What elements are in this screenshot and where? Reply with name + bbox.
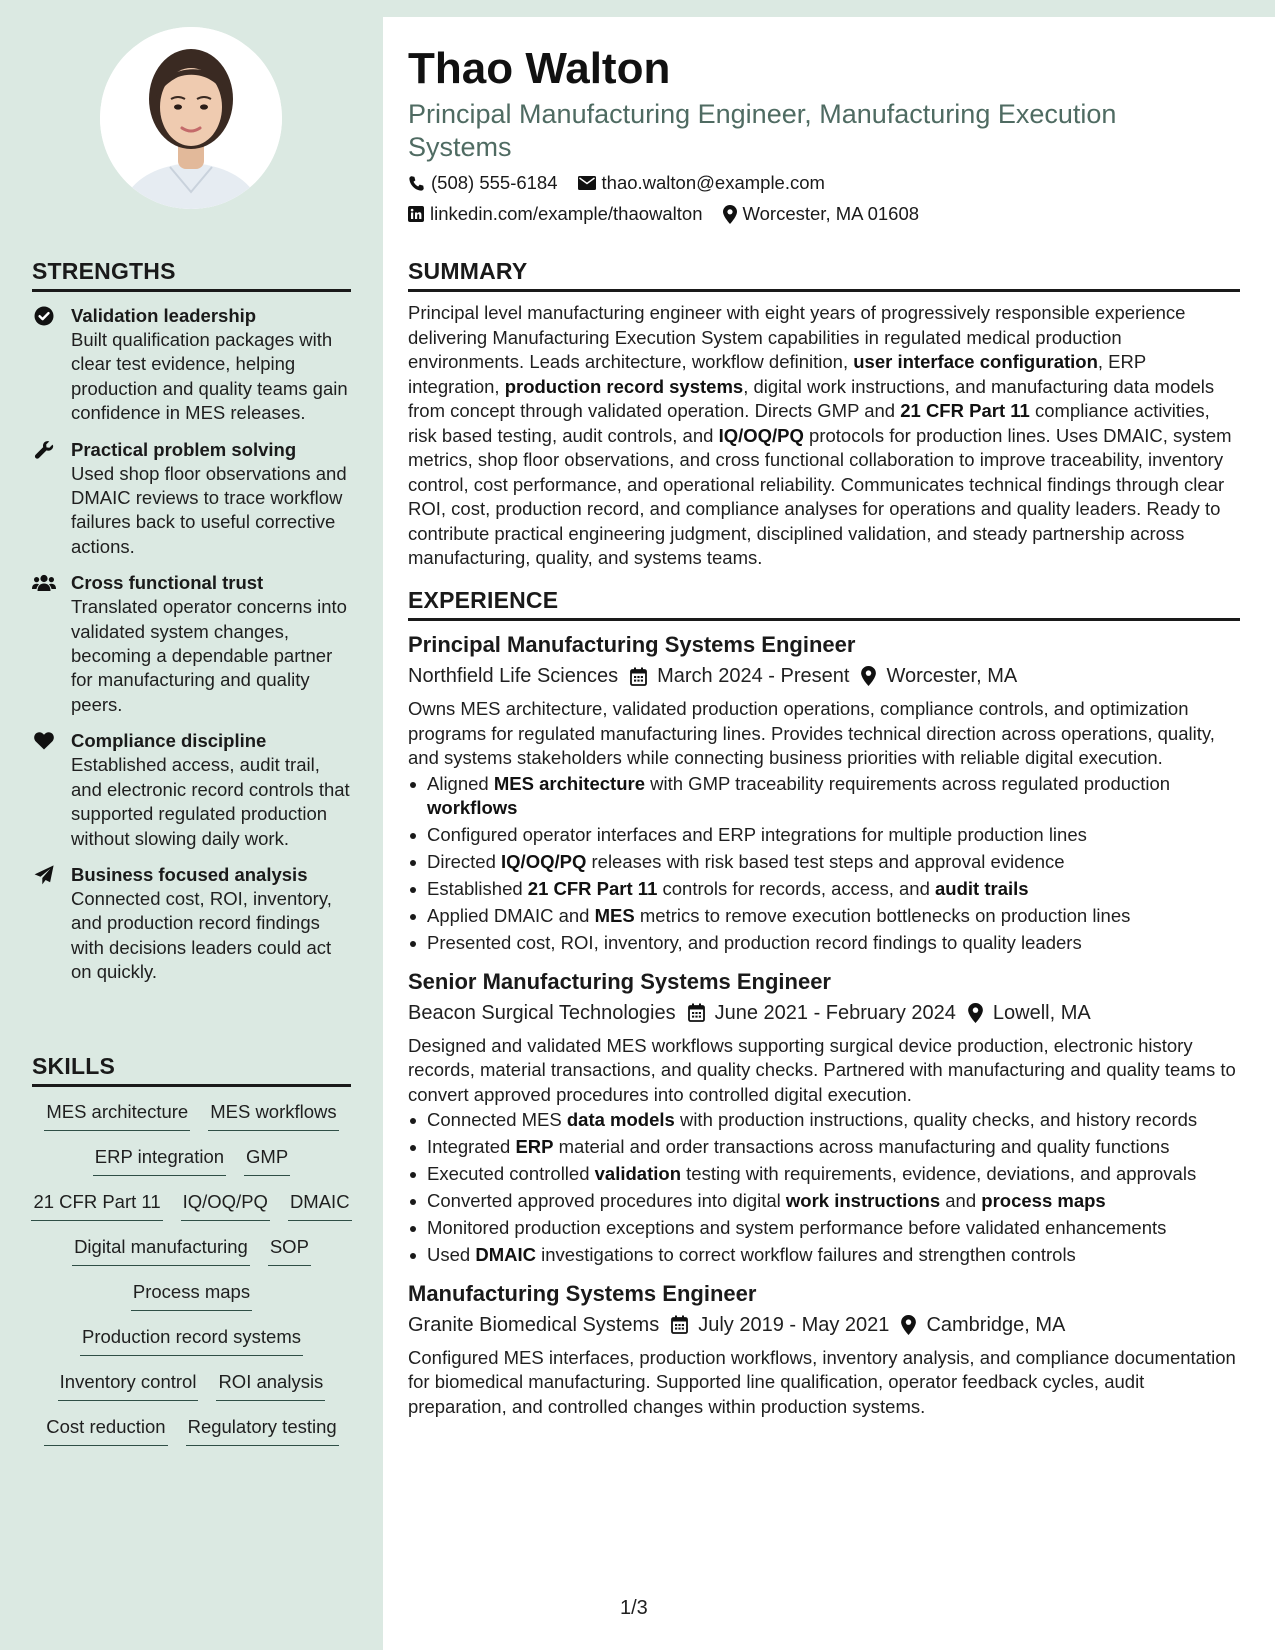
skill-tag: MES workflows (208, 1101, 338, 1131)
phone-icon (408, 175, 425, 192)
job-location-text: Lowell, MA (992, 1001, 1091, 1024)
job-dates-text: July 2019 - May 2021 (698, 1313, 890, 1336)
skill-tag: Production record systems (80, 1326, 303, 1356)
job-bullets (408, 772, 1240, 956)
paper-plane-icon (32, 865, 56, 885)
job-entry (408, 968, 1240, 1268)
skill-tag: ERP integration (93, 1146, 226, 1176)
job-entry (408, 1280, 1240, 1420)
users-icon (32, 573, 56, 593)
strength-title: Cross functional trust (71, 572, 264, 594)
map-pin-icon (901, 1315, 916, 1335)
strength-item (32, 729, 351, 851)
job-bullet: Integrated ERP material and order transactions across manufacturing and quality functions (408, 1135, 1240, 1160)
strength-desc: Connected cost, ROI, inventory, and production record findings with decisions leaders could act on quickly. (71, 887, 332, 983)
map-pin-icon (861, 666, 876, 686)
strengths-rule (32, 289, 351, 292)
job-bullet: Applied DMAIC and MES metrics to remove execution bottlenecks on production lines (408, 904, 1240, 929)
experience-heading: EXPERIENCE (408, 587, 559, 613)
experience-rule (408, 618, 1240, 621)
skill-row (32, 1326, 351, 1371)
skill-row (32, 1371, 351, 1416)
job-dates-text: March 2024 - Present (657, 665, 850, 687)
job-company: Beacon Surgical Technologies (408, 1001, 676, 1024)
contact-phone[interactable] (408, 172, 558, 194)
check-circle-icon (32, 306, 56, 326)
strength-desc: Translated operator concerns into validated system changes, becoming a dependable partner for manufacturing and quality peers. (71, 596, 347, 715)
job-bullet: Used DMAIC investigations to correct workflow failures and strengthen controls (408, 1243, 1240, 1268)
job-bullet: Aligned MES architecture with GMP traceability requirements across regulated production workflows (408, 772, 1240, 821)
strength-item (32, 438, 351, 560)
calendar-icon (671, 1315, 688, 1334)
strength-item (32, 571, 351, 717)
strengths-heading: STRENGTHS (32, 258, 176, 284)
summary-section (408, 258, 1240, 571)
skill-tag: Cost reduction (44, 1416, 167, 1446)
skill-tag: ROI analysis (216, 1371, 325, 1401)
linkedin-icon (408, 206, 424, 222)
skill-tag: Digital manufacturing (72, 1236, 250, 1266)
job-meta (408, 999, 1240, 1027)
job-title: Senior Manufacturing Systems Engineer (408, 968, 831, 994)
contact-email[interactable] (578, 172, 825, 194)
job-description: Configured MES interfaces, production workflows, inventory analysis, and compliance documentation for biomedical manufacturing. Supported line qualification, operator feedback cycles, audit preparation, and controlled changes within production systems. (408, 1346, 1236, 1417)
strength-title: Business focused analysis (71, 863, 308, 885)
skill-row (32, 1101, 351, 1146)
job-location-text: Cambridge, MA (926, 1313, 1066, 1336)
skill-tag: 21 CFR Part 11 (31, 1191, 162, 1221)
email-text: thao.walton@example.com (601, 172, 825, 193)
skill-tag: MES architecture (44, 1101, 190, 1131)
summary-heading: SUMMARY (408, 258, 528, 284)
job-company: Granite Biomedical Systems (408, 1313, 660, 1336)
contact-row-1 (408, 171, 1248, 195)
skills-section (32, 1053, 351, 1461)
heart-icon (32, 731, 56, 751)
job-title: Principal Manufacturing Systems Engineer (408, 632, 856, 657)
job-bullet: Connected MES data models with production instructions, quality checks, and history records (408, 1108, 1240, 1133)
skill-row (32, 1146, 351, 1191)
summary-text: Principal level manufacturing engineer with eight years of progressively responsible experience delivering Manufacturing Execution System capabilities in regulated medical production environments. Leads architecture, workflow definition, user interface configuration, ERP integration, production record systems, digital work instructions, and manufacturing data models from concept through validated operation. Directs GMP and 21 CFR Part 11 compliance activities, risk based testing, audit controls, and IQ/OQ/PQ protocols for production lines. Uses DMAIC, system metrics, shop floor observations, and cross functional collaboration to improve traceability, inventory control, cost performance, and operational reliability. Communicates technical findings through clear ROI, cost, production record, and compliance analyses for operations and quality leaders. Ready to contribute practical engineering judgment, disciplined validation, and steady partnership across manufacturing, quality, and systems teams. (408, 302, 1232, 568)
skill-row (32, 1236, 351, 1281)
skill-tag: Regulatory testing (186, 1416, 339, 1446)
wrench-icon (32, 440, 56, 460)
skill-row (32, 1416, 351, 1461)
job-meta (408, 662, 1240, 690)
job-company: Northfield Life Sciences (408, 665, 619, 687)
summary-rule (408, 289, 1240, 292)
map-pin-icon (723, 205, 737, 224)
phone-text: (508) 555-6184 (431, 172, 558, 193)
job-dates (688, 999, 956, 1027)
job-bullets (408, 1108, 1240, 1268)
job-bullet: Directed IQ/OQ/PQ releases with risk based test steps and approval evidence (408, 850, 1240, 875)
job-location-text: Worcester, MA (886, 665, 1018, 687)
strengths-section (32, 258, 351, 997)
job-entry (408, 631, 1240, 956)
job-dates (630, 662, 849, 690)
job-location (968, 999, 1091, 1027)
skill-tag: SOP (268, 1236, 311, 1266)
strength-item (32, 304, 351, 426)
job-bullet: Configured operator interfaces and ERP integrations for multiple production lines (408, 823, 1240, 848)
strength-item (32, 863, 351, 985)
location-text: Worcester, MA 01608 (742, 203, 920, 224)
experience-section (408, 587, 1240, 1431)
job-bullet: Monitored production exceptions and system performance before validated enhancements (408, 1216, 1240, 1241)
job-location (901, 1311, 1065, 1339)
job-title: Manufacturing Systems Engineer (408, 1280, 757, 1306)
job-location (861, 662, 1017, 690)
skill-tag: Inventory control (58, 1371, 199, 1401)
resume-header (408, 40, 1248, 226)
skill-tag: DMAIC (288, 1191, 352, 1221)
job-meta (408, 1311, 1240, 1339)
job-description: Owns MES architecture, validated production operations, compliance controls, and optimization programs for regulated manufacturing lines. Provides technical direction across operations, quality, and systems stakeholders while connecting business priorities with reliable digital execution. (408, 698, 1215, 768)
strength-title: Practical problem solving (71, 438, 297, 460)
job-dates-text: June 2021 - February 2024 (714, 1001, 956, 1024)
strength-desc: Used shop floor observations and DMAIC reviews to trace workflow failures back to useful corrective actions. (71, 462, 347, 557)
skill-tag: GMP (244, 1146, 290, 1176)
calendar-icon (630, 667, 647, 686)
contact-linkedin[interactable] (408, 203, 703, 225)
skills-heading: SKILLS (32, 1053, 115, 1079)
linkedin-text: linkedin.com/example/thaowalton (430, 203, 703, 224)
skill-tag: Process maps (131, 1281, 252, 1311)
candidate-name: Thao Walton (408, 44, 671, 93)
skill-row (32, 1191, 351, 1236)
skill-row (32, 1281, 351, 1326)
candidate-headline: Principal Manufacturing Engineer, Manufacturing Execution Systems (408, 99, 1117, 162)
job-description: Designed and validated MES workflows supporting surgical device production, electronic history records, material transactions, and quality checks. Partnered with manufacturing and quality teams to convert approved procedures into controlled digital execution. (408, 1034, 1236, 1105)
contact-location (723, 203, 920, 225)
profile-photo (100, 27, 282, 209)
strength-desc: Established access, audit trail, and electronic record controls that supported regulated production without slowing daily work. (71, 754, 350, 849)
job-bullet: Established 21 CFR Part 11 controls for records, access, and audit trails (408, 877, 1240, 902)
skill-tag: IQ/OQ/PQ (181, 1191, 270, 1221)
strength-title: Compliance discipline (71, 730, 267, 752)
strength-title: Validation leadership (71, 305, 257, 326)
strength-desc: Built qualification packages with clear test evidence, helping production and quality teams gain confidence in MES releases. (71, 329, 348, 424)
skills-rule (32, 1084, 351, 1087)
calendar-icon (688, 1003, 705, 1022)
job-bullet: Presented cost, ROI, inventory, and production record findings to quality leaders (408, 931, 1240, 956)
map-pin-icon (968, 1003, 983, 1023)
page-number: 1/3 (620, 1597, 648, 1619)
job-dates (671, 1311, 889, 1339)
envelope-icon (578, 176, 596, 190)
job-bullet: Converted approved procedures into digital work instructions and process maps (408, 1189, 1240, 1214)
job-bullet: Executed controlled validation testing with requirements, evidence, deviations, and approvals (408, 1162, 1240, 1187)
contact-row-2 (408, 202, 1248, 226)
